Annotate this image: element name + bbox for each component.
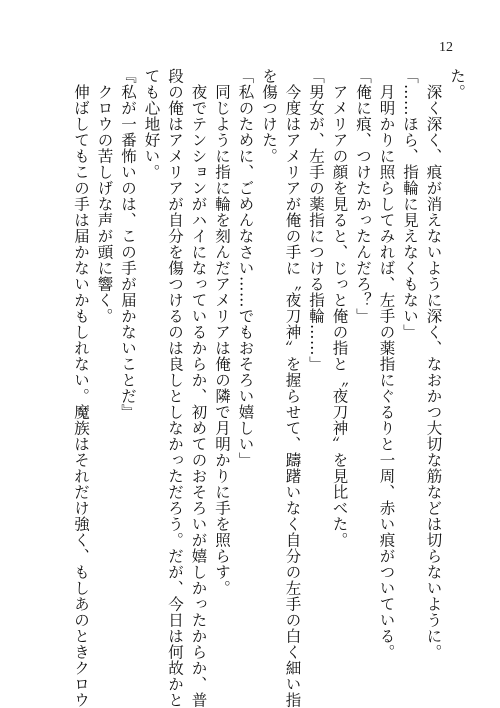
- text-line: を傷つけた。: [260, 68, 278, 164]
- text-line: アメリアの顔を見ると、じっと俺の指と〝夜刀神〟を見比べた。: [330, 83, 349, 548]
- page-number: 12: [439, 40, 453, 55]
- text-line: 段の俺はアメリアが自分を傷つけるのは良しとしなかっただろう。だが、今日は何故かと: [166, 68, 184, 708]
- text-line: 夜でテンションがハイになっているからか、初めてのおそろいが嬉しかったからか、普: [189, 83, 208, 708]
- text-line: ても心地好い。: [142, 68, 161, 180]
- text-line: 『私が一番怖いのは、この手が届かないことだ』: [119, 68, 137, 420]
- text-line: 「私のために、ごめんなさい……でもおそろい嬉しい」: [236, 68, 255, 468]
- text-line: クロウの苦しげな声が頭に響く。: [95, 83, 114, 324]
- text-line: 同じように指に輪を刻んだアメリアは俺の隣で月明かりに手を照らす。: [213, 83, 231, 596]
- text-line: 月明かりに照らしてみれば、左手の薬指にぐるりと一周、赤い痕がついている。: [377, 83, 396, 660]
- text-line: 今度はアメリアが俺の手に〝夜刀神〟を握らせて、躊躇いなく自分の左手の白く細い指: [283, 83, 302, 708]
- text-line: 「俺に痕、つけたかったんだろ？」: [354, 68, 372, 324]
- text-line: 「男女が、左手の薬指につける指輪……」: [307, 68, 325, 372]
- text-line: 深く深く、痕が消えないように深く、なおかつ大切な筋などは切らないように。: [424, 83, 443, 660]
- text-line: 伸ばしてもこの手は届かないかもしれない。魔族はそれだけ強く、もしあのときクロウ: [72, 83, 90, 708]
- text-line: た。: [448, 68, 466, 100]
- body-text: [28, 68, 468, 708]
- text-line: 「……ほら、指輪に見えなくもない」: [401, 68, 419, 340]
